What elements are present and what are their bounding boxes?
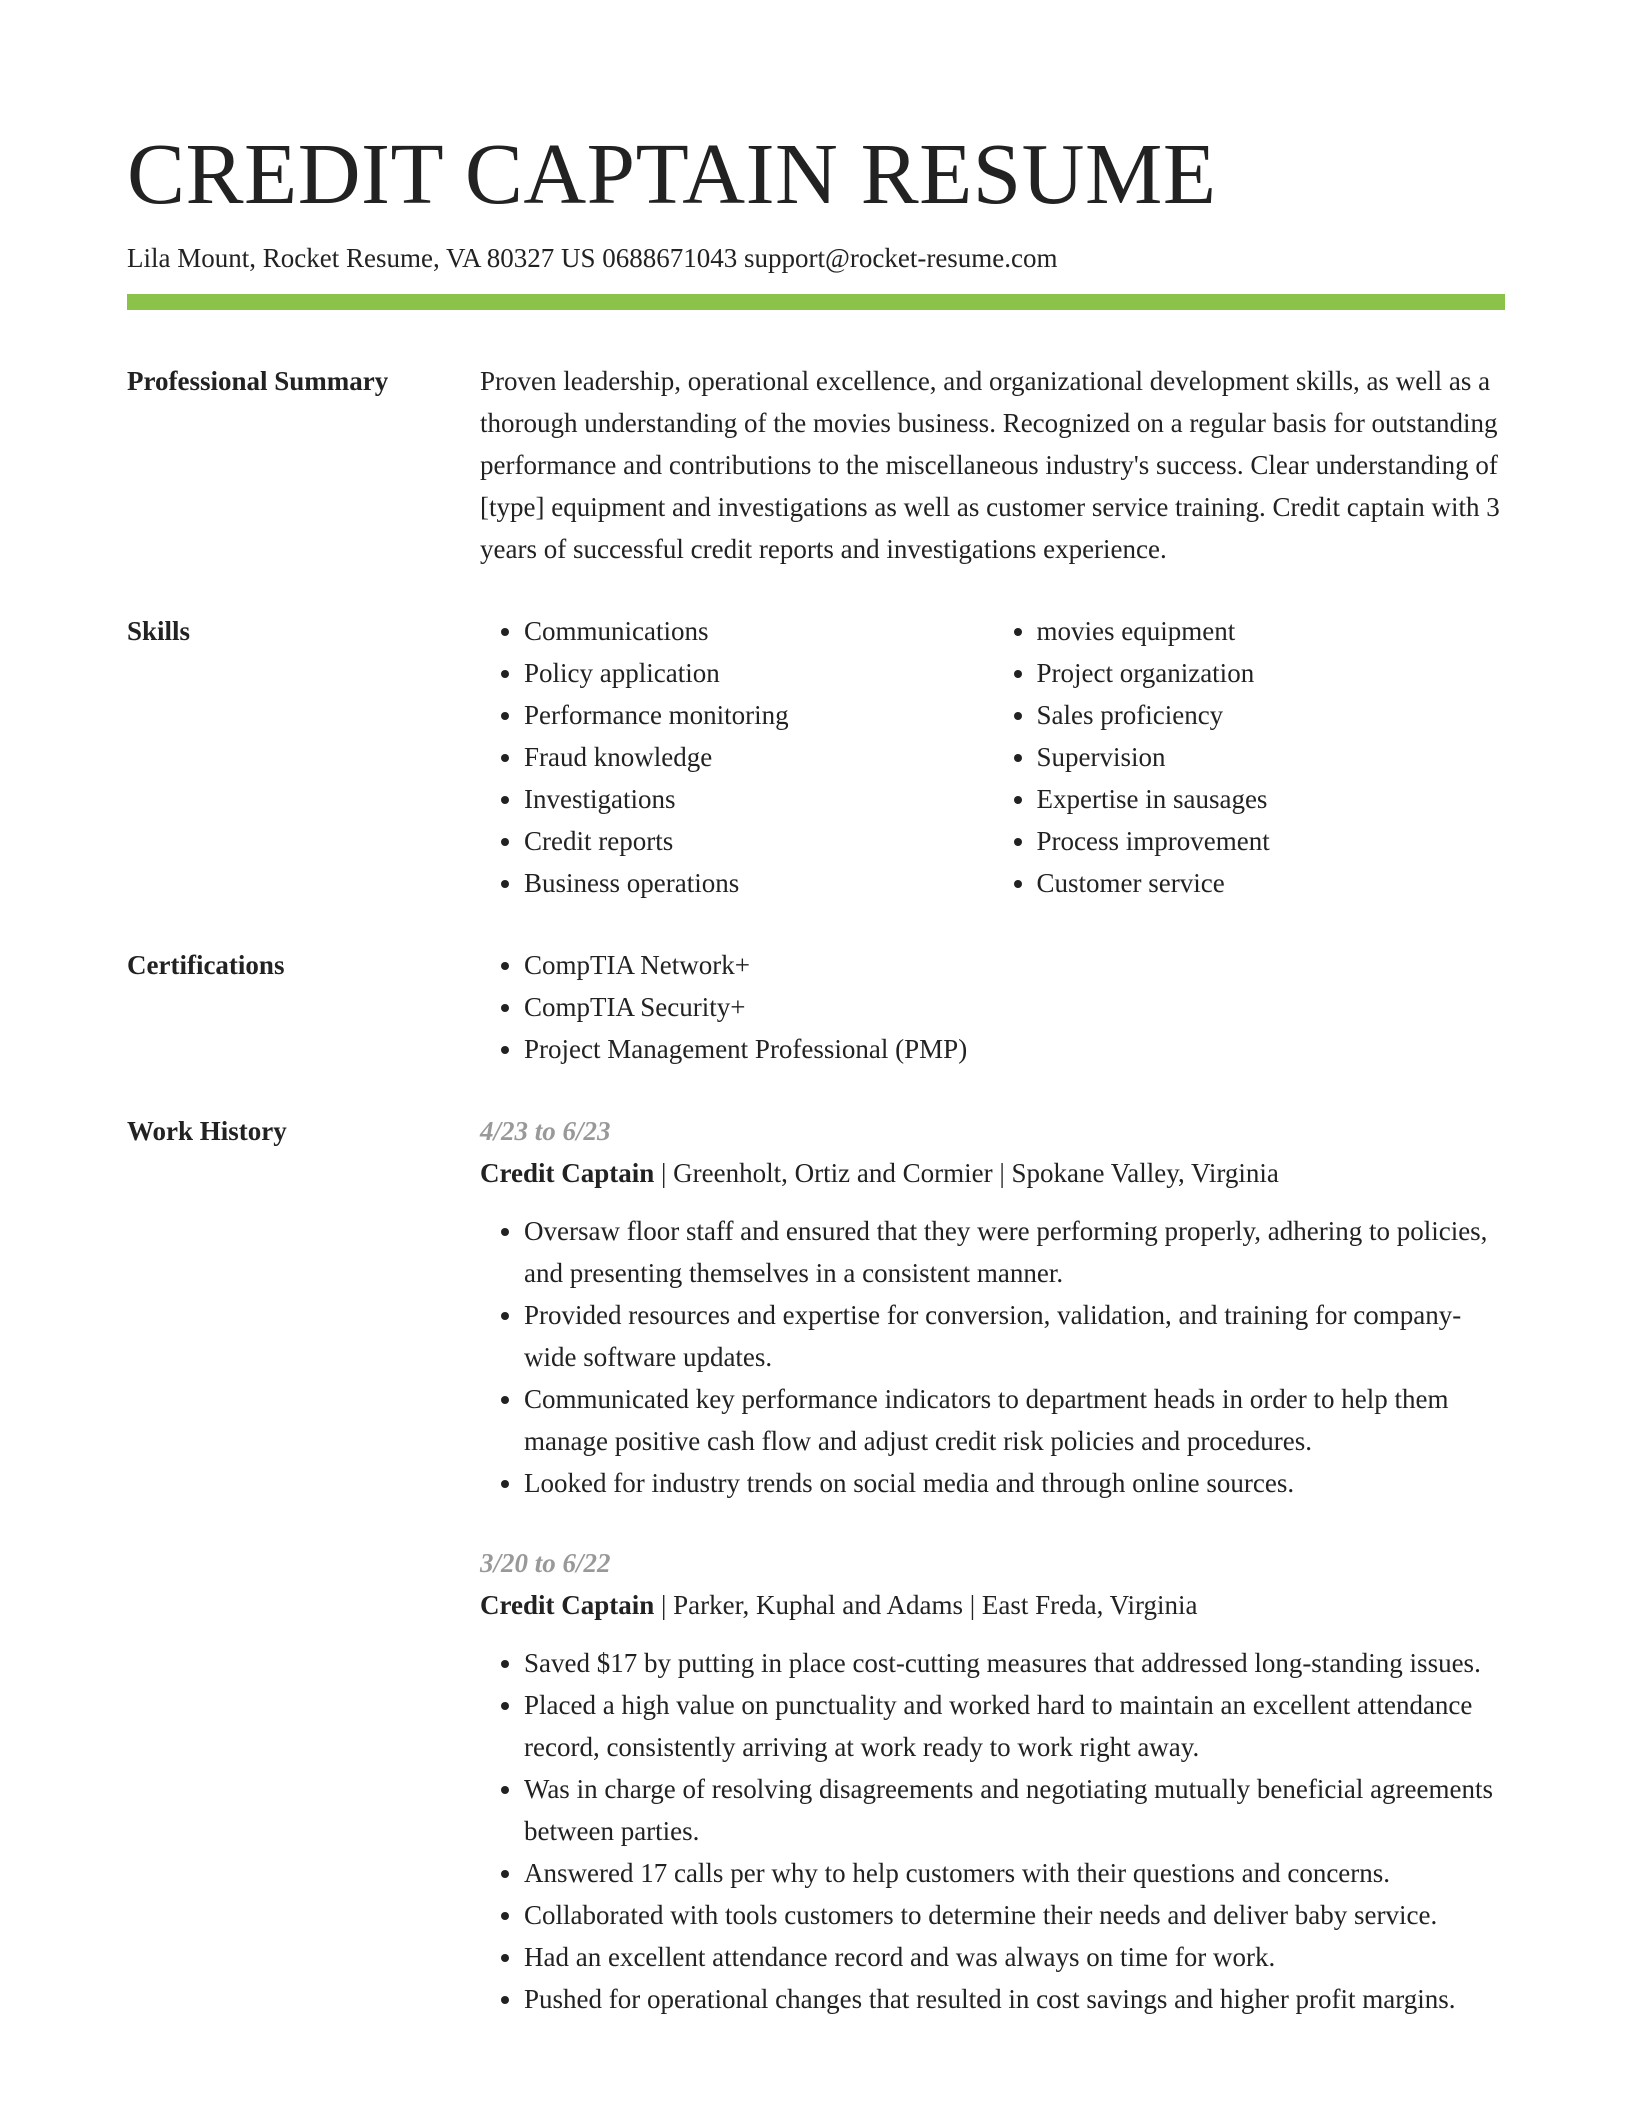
job-bullet: • Provided resources and expertise for conversion, validation, and training for company-wide software updates. xyxy=(524,1294,1505,1378)
certifications-content xyxy=(480,944,1505,1070)
job-bullet: • Saved $17 by putting in place cost-cutting measures that addressed long-standing issues. xyxy=(524,1642,1505,1684)
job-dates: 4/23 to 6/23 xyxy=(480,1116,611,1147)
certifications-section xyxy=(127,944,1505,1070)
job-bullets xyxy=(480,1210,1505,1504)
skills-list-left xyxy=(480,610,993,904)
contact-line: Lila Mount, Rocket Resume, VA 80327 US 0688671043 support@rocket-resume.com xyxy=(127,243,1058,273)
section-label-certifications: Certifications xyxy=(127,950,285,981)
job-title: Credit Captain xyxy=(480,1158,655,1189)
job-bullet: • Pushed for operational changes that resulted in cost savings and higher profit margins. xyxy=(524,1978,1505,2020)
skill-item: • movies equipment xyxy=(1037,610,1506,652)
skill-item: • Communications xyxy=(524,610,993,652)
skills-section xyxy=(127,610,1505,904)
certifications-list xyxy=(480,944,1505,1070)
job-bullet: • Collaborated with tools customers to determine their needs and deliver baby service. xyxy=(524,1894,1505,1936)
skill-item: • Expertise in sausages xyxy=(1037,778,1506,820)
skill-item: • Performance monitoring xyxy=(524,694,993,736)
job-entry xyxy=(480,1110,1505,1504)
resume-title: CREDIT CAPTAIN RESUME xyxy=(127,125,1217,222)
skill-item: • Business operations xyxy=(524,862,993,904)
job-bullet: • Looked for industry trends on social media and through online sources. xyxy=(524,1462,1505,1504)
skill-item: • Process improvement xyxy=(1037,820,1506,862)
skills-list-right xyxy=(993,610,1506,904)
job-bullet: • Answered 17 calls per why to help customers with their questions and concerns. xyxy=(524,1852,1505,1894)
job-dates: 3/20 to 6/22 xyxy=(480,1548,611,1579)
job-heading xyxy=(480,1152,1505,1194)
job-title: Credit Captain xyxy=(480,1590,655,1621)
certification-item: • CompTIA Network+ xyxy=(524,944,1505,986)
section-label-work-history: Work History xyxy=(127,1116,287,1147)
section-label-summary: Professional Summary xyxy=(127,366,389,397)
job-bullet: • Oversaw floor staff and ensured that they were performing properly, adhering to policies, and presenting themselves in a consistent manner. xyxy=(524,1210,1505,1294)
certification-item: • CompTIA Security+ xyxy=(524,986,1505,1028)
skill-item: • Investigations xyxy=(524,778,993,820)
job-bullet: • Was in charge of resolving disagreements and negotiating mutually beneficial agreements between parties. xyxy=(524,1768,1505,1852)
job-entry xyxy=(480,1542,1505,2020)
skill-item: • Sales proficiency xyxy=(1037,694,1506,736)
skill-item: • Credit reports xyxy=(524,820,993,862)
accent-divider xyxy=(127,294,1505,310)
job-heading xyxy=(480,1584,1505,1626)
summary-text: Proven leadership, operational excellence, and organizational development skills, as well as a thorough understanding of the movies business. Recognized on a regular basis for outstanding performance and contributions to the miscellaneous industry's success. Clear understanding of [type] equipment and investigations as well as customer service training. Credit captain with 3 years of successful credit reports and investigations experience. xyxy=(480,366,1500,565)
work-history-content xyxy=(480,1110,1505,2020)
summary-section xyxy=(127,360,1505,570)
skill-item: • Supervision xyxy=(1037,736,1506,778)
job-bullets xyxy=(480,1642,1505,2020)
skill-item: • Project organization xyxy=(1037,652,1506,694)
job-details: | Greenholt, Ortiz and Cormier | Spokane Valley, Virginia xyxy=(654,1158,1279,1189)
job-bullet: • Placed a high value on punctuality and worked hard to maintain an excellent attendance record, consistently arriving at work ready to work right away. xyxy=(524,1684,1505,1768)
job-bullet: • Had an excellent attendance record and was always on time for work. xyxy=(524,1936,1505,1978)
work-history-section xyxy=(127,1110,1505,2020)
skills-content xyxy=(480,610,1505,904)
job-bullet: • Communicated key performance indicators to department heads in order to help them manage positive cash flow and adjust credit risk policies and procedures. xyxy=(524,1378,1505,1462)
skill-item: • Policy application xyxy=(524,652,993,694)
section-label-skills: Skills xyxy=(127,616,191,647)
summary-content xyxy=(480,360,1505,570)
certification-item: • Project Management Professional (PMP) xyxy=(524,1028,1505,1070)
skill-item: • Customer service xyxy=(1037,862,1506,904)
skill-item: • Fraud knowledge xyxy=(524,736,993,778)
job-details: | Parker, Kuphal and Adams | East Freda, Virginia xyxy=(654,1590,1198,1621)
